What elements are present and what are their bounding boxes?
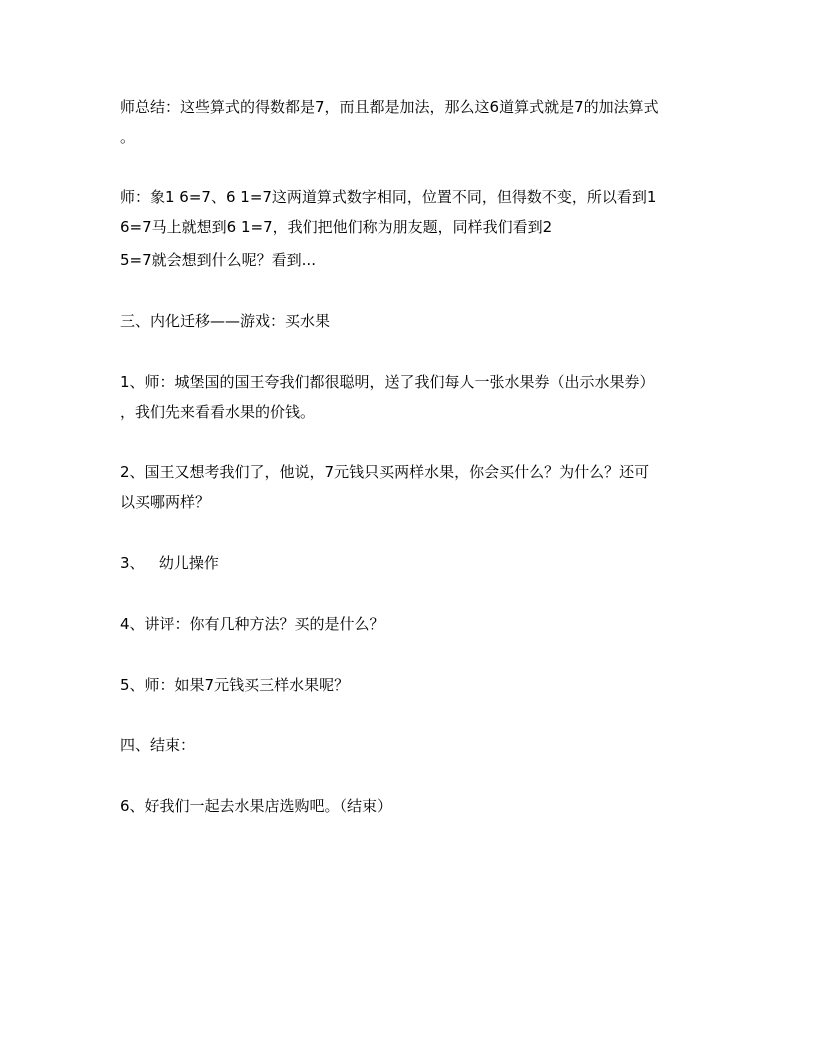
text-line-friend-1: 师：象1 6=7、6 1=7这两道算式数字相同，位置不同，但得数不变，所以看到1 xyxy=(120,188,657,206)
text-line-summary: 师总结：这些算式的得数都是7，而且都是加法，那么这6道算式就是7的加法算式 xyxy=(120,98,659,116)
section-heading-4: 四、结束： xyxy=(120,736,196,754)
text-line-item-6: 6、好我们一起去水果店选购吧。（结束） xyxy=(120,797,393,815)
text-line-friend-3: 5=7就会想到什么呢？看到... xyxy=(120,251,316,269)
text-line-item-1a: 1、师：城堡国的国王夸我们都很聪明，送了我们每人一张水果券（出示水果券） xyxy=(120,373,655,391)
text-line-friend-2: 6=7马上就想到6 1=7，我们把他们称为朋友题，同样我们看到2 xyxy=(120,218,553,236)
text-line-item-5: 5、师：如果7元钱买三样水果呢？ xyxy=(120,676,350,694)
text-line-item-1b: ，我们先来看看水果的价钱。 xyxy=(120,403,316,421)
text-line-item-3: 3、 幼儿操作 xyxy=(120,554,219,572)
text-line-item-2a: 2、国王又想考我们了，他说，7元钱只买两样水果，你会买什么？为什么？还可 xyxy=(120,463,650,481)
text-line-summary-end: 。 xyxy=(120,128,136,146)
text-line-item-2b: 以买哪两样？ xyxy=(120,493,211,511)
section-heading-3: 三、内化迁移——游戏：买水果 xyxy=(120,312,331,330)
text-line-item-4: 4、讲评：你有几种方法？买的是什么？ xyxy=(120,615,385,633)
